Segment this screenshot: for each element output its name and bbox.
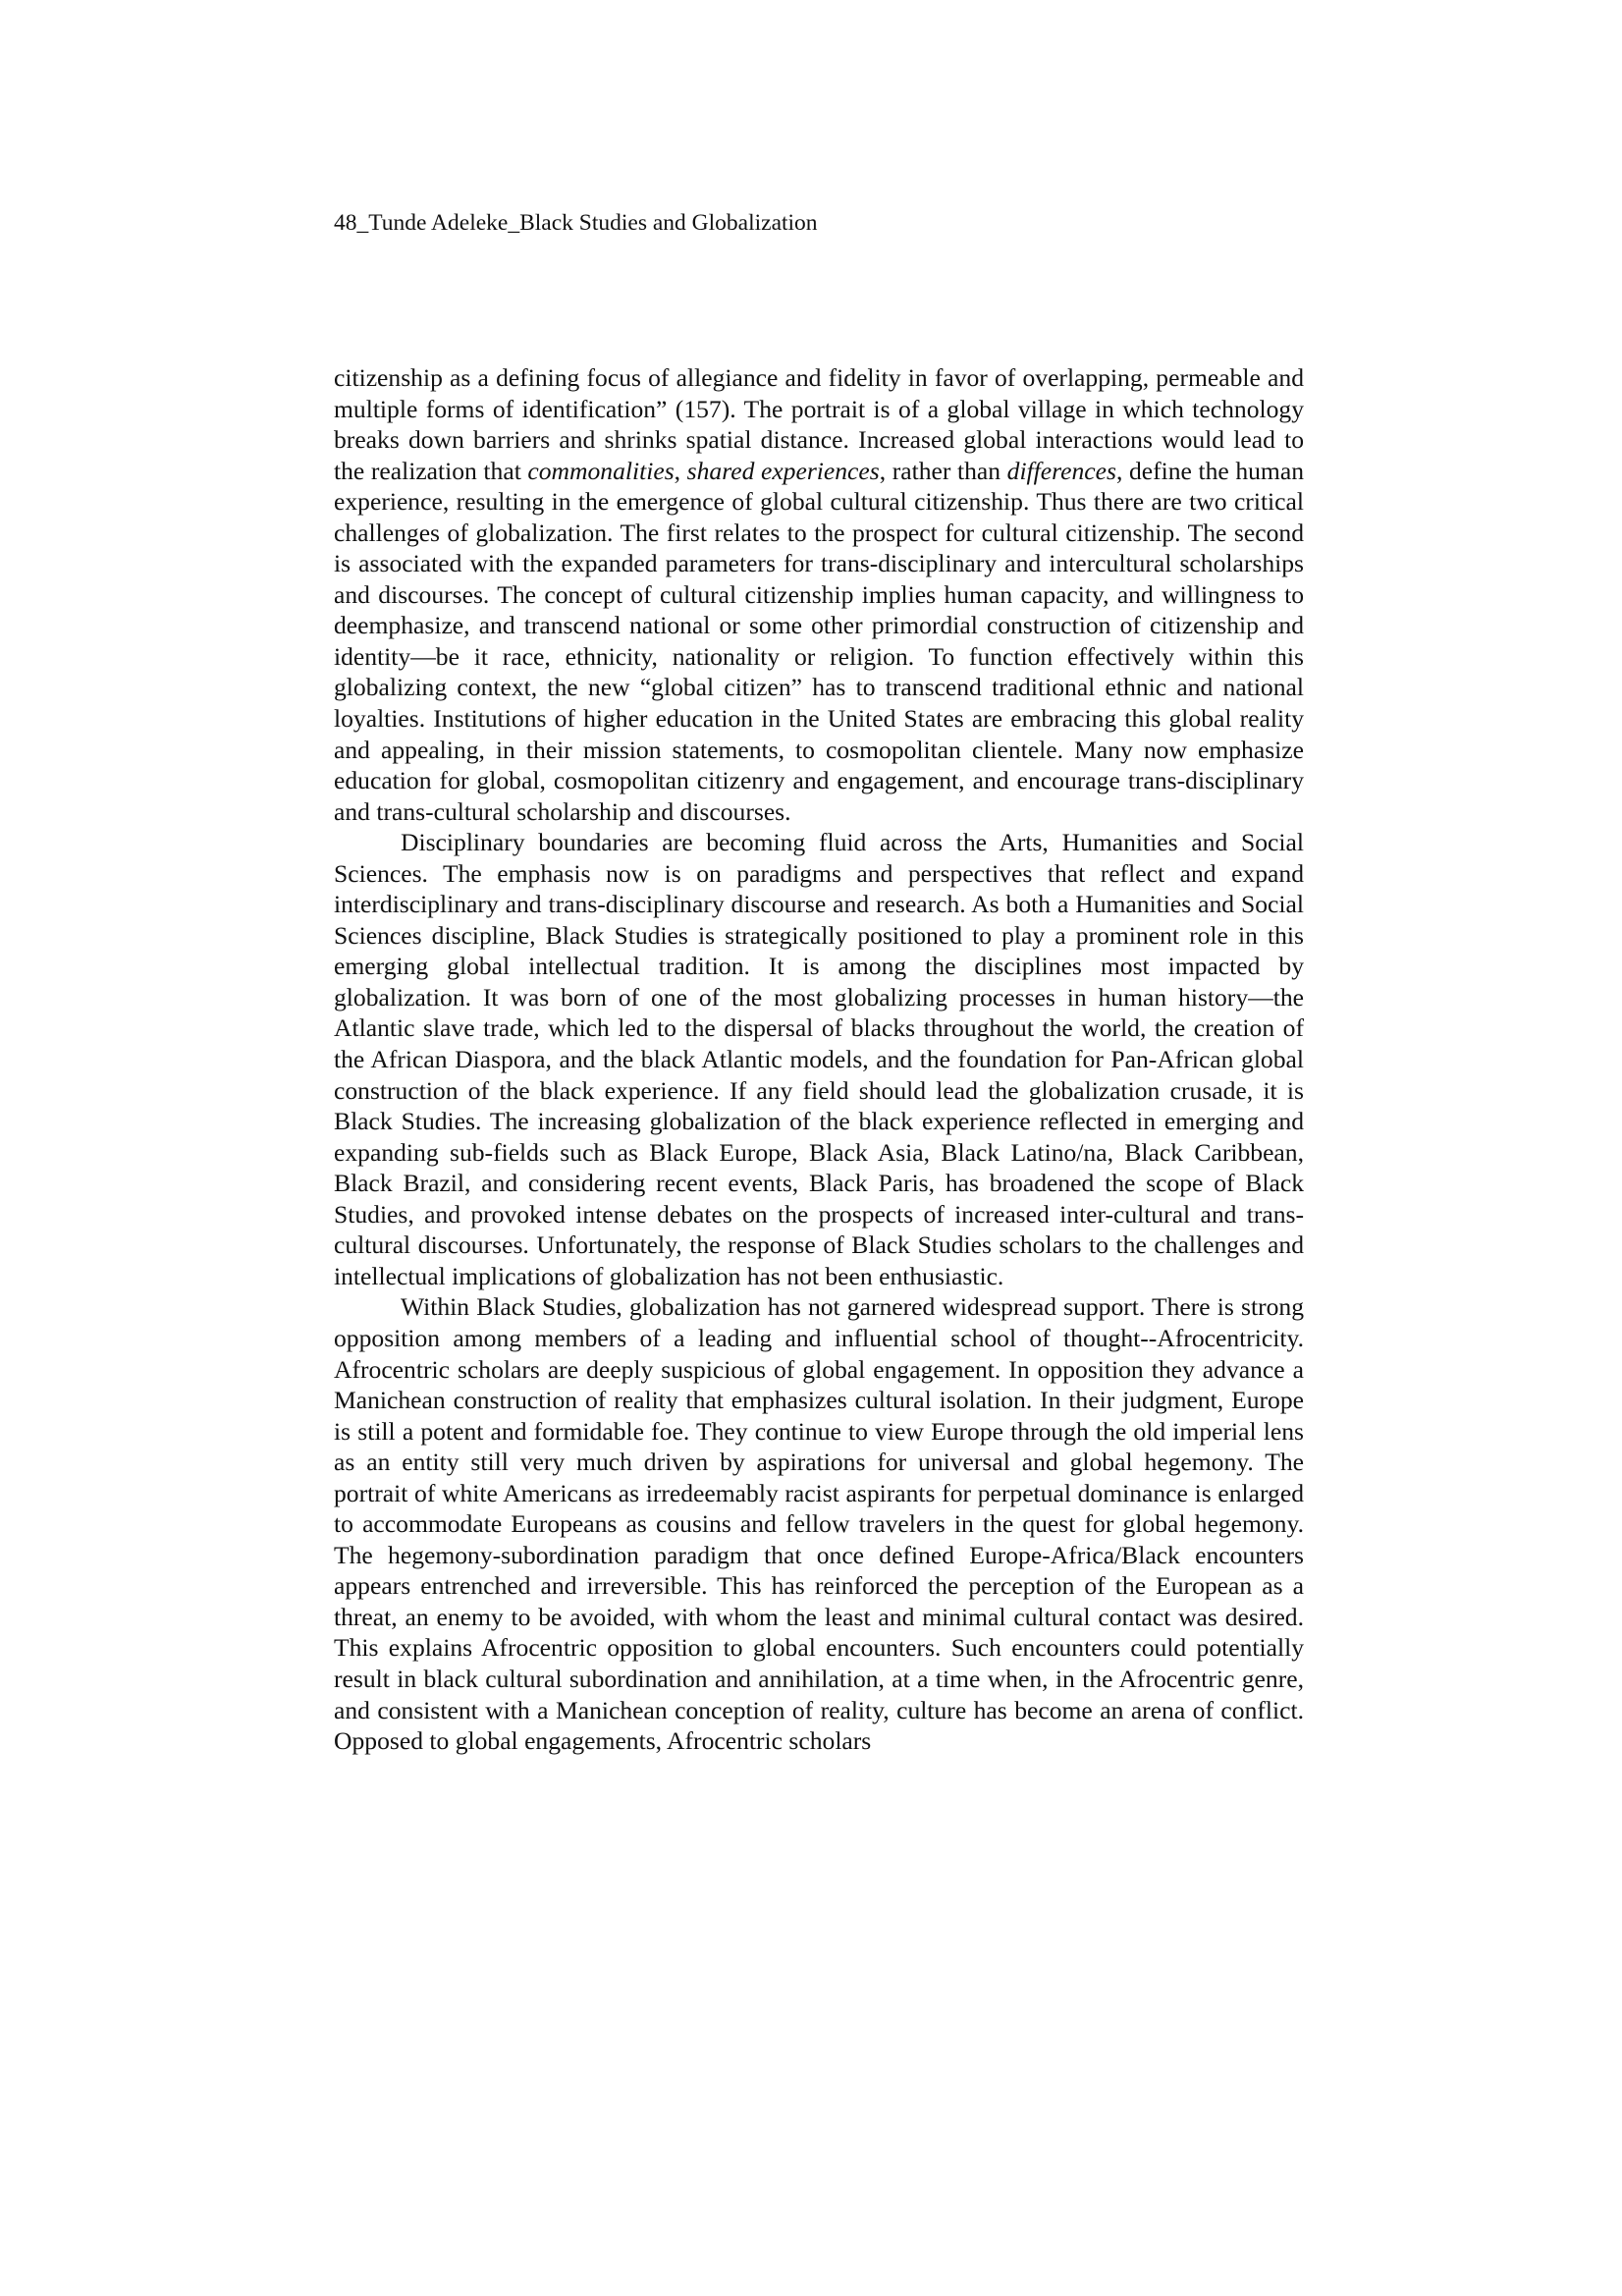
paragraph (334, 827, 1304, 1291)
text-segment: Within Black Studies, globalization has not garnered widespread support. There is strong opposition among members of a leading and influential school of thought--Afrocentricity. Afrocentric scholars are deeply suspicious of global engagement. In opposition they advance a Manichean construction of reality that emphasizes cultural isolation. In their judgment, Europe is still a potent and formidable foe. They continue to view Europe through the old imperial lens as an entity still very much driven by aspirations for universal and global hegemony. The portrait of white Americans as irredeemably racist aspirants for perpetual dominance is enlarged to accommodate Europeans as cousins and fellow travelers in the quest for global hegemony. The hegemony-subordination paradigm that once defined Europe-Africa/Black encounters appears entrenched and irreversible. This has reinforced the perception of the European as a threat, an enemy to be avoided, with whom the least and minimal cultural contact was desired. This explains Afrocentric opposition to global encounters. Such encounters could potentially result in black cultural subordination and annihilation, at a time when, in the Afrocentric genre, and consistent with a Manichean conception of reality, culture has become an arena of conflict. Opposed to global engagements, Afrocentric scholars (334, 1292, 1304, 1756)
text-segment: , (674, 456, 687, 485)
text-segment: , define the human experience, resulting in the emergence of global cultural citizenship. Thus there are two critical challenges of globalization. The first relates to the prospect for cultural citizenship. The second is associated with the expanded parameters for trans-disciplinary and intercultural scholarships and discourses. The concept of cultural citizenship implies human capacity, and willingness to deemphasize, and transcend national or some other primordial construction of citizenship and identity—be it race, ethnicity, nationality or religion. To function effectively within this globalizing context, the new “global citizen” has to transcend traditional ethnic and national loyalties. Institutions of higher education in the United States are embracing this global reality and appealing, in their mission statements, to cosmopolitan clientele. Many now emphasize education for global, cosmopolitan citizenry and engagement, and encourage trans-disciplinary and trans-cultural scholarship and discourses. (334, 456, 1305, 826)
paragraph (334, 362, 1304, 827)
body-text (334, 362, 1304, 1757)
running-head: 48_Tunde Adeleke_Black Studies and Globalization (334, 210, 818, 236)
emphasis-text: commonalities (527, 456, 675, 485)
paragraph (334, 1291, 1304, 1756)
text-segment: citizenship as a defining focus of allegiance and fidelity in favor of overlapping, permeable and multiple forms of identification” (157). The portrait is of a global village in which technology breaks down barriers and shrinks spatial distance. Increased global interactions would lead to the realization that (334, 363, 1304, 485)
emphasis-text: differences (1006, 456, 1116, 485)
text-segment: Disciplinary boundaries are becoming fluid across the Arts, Humanities and Social Sciences. The emphasis now is on paradigms and perspectives that reflect and expand interdisciplinary and trans-disciplinary discourse and research. As both a Humanities and Social Sciences discipline, Black Studies is strategically positioned to play a prominent role in this emerging global intellectual tradition. It is among the disciplines most impacted by globalization. It was born of one of the most globalizing processes in human history—the Atlantic slave trade, which led to the dispersal of blacks throughout the world, the creation of the African Diaspora, and the black Atlantic models, and the foundation for Pan-African global construction of the black experience. If any field should lead the globalization crusade, it is Black Studies. The increasing globalization of the black experience reflected in emerging and expanding sub-fields such as Black Europe, Black Asia, Black Latino/na, Black Caribbean, Black Brazil, and considering recent events, Black Paris, has broadened the scope of Black Studies, and provoked intense debates on the prospects of increased inter-cultural and trans-cultural discourses. Unfortunately, the response of Black Studies scholars to the challenges and intellectual implications of globalization has not been enthusiastic. (334, 828, 1304, 1290)
emphasis-text: shared experiences (686, 456, 880, 485)
text-segment: , rather than (879, 456, 1007, 485)
